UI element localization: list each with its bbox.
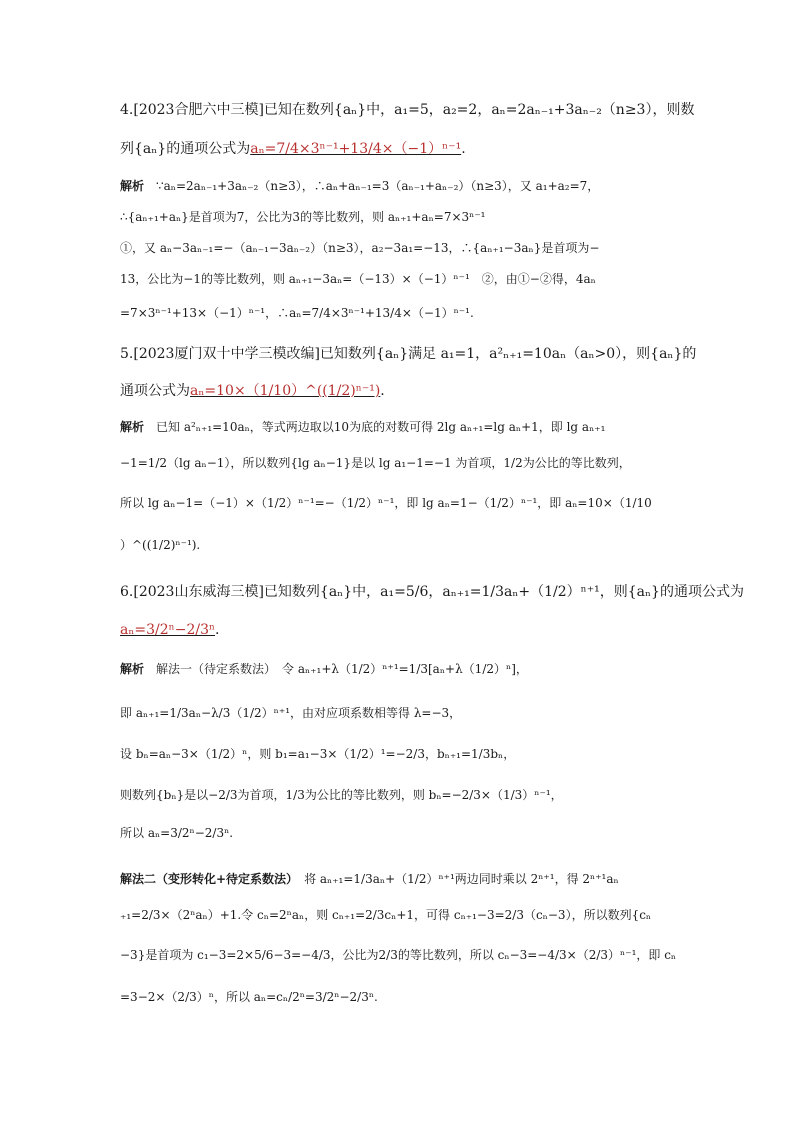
problem-4-solution-text-1: ∵aₙ=2aₙ₋₁+3aₙ₋₂（n≥3），∴aₙ+aₙ₋₁=3（aₙ₋₁+aₙ₋₂）（n≥3），又 a₁+a₂=7， [156,179,600,193]
problem-4-stem-line-2-prefix: 列{aₙ}的通项公式为 [120,141,251,157]
problem-6-method-2-line-2: ₊₁=2/3×（2ⁿaₙ）+1.令 cₙ=2ⁿaₙ，则 cₙ₊₁=2/3cₙ+1，可得 cₙ₊₁−3=2/3（cₙ−3），所以数列{cₙ [120,908,652,922]
problem-4-solution-line-5: =7×3ⁿ⁻¹+13×（−1）ⁿ⁻¹，∴aₙ=7/4×3ⁿ⁻¹+13/4×（−1）ⁿ⁻¹. [120,306,474,320]
problem-5-solution-line-2: −1=1/2（lg aₙ−1），所以数列{lg aₙ−1}是以 lg a₁−1=−1 为首项，1/2为公比的等比数列， [120,456,631,470]
problem-4-stem-end: . [461,141,466,157]
problem-5-answer: aₙ=10×（1/10）^((1/2)ⁿ⁻¹) [190,383,381,399]
problem-6-method-1-line-4: 则数列{bₙ}是以−2/3为首项，1/3为公比的等比数列，则 bₙ=−2/3×（1/3）ⁿ⁻¹， [120,788,563,802]
problem-6-stem-end: . [215,622,220,638]
problem-4-solution-label: 解析 [120,179,157,193]
problem-6-stem-line-2 [120,622,220,639]
problem-5-solution-label: 解析 [120,420,157,434]
problem-4-solution-line-1 [120,179,599,193]
problem-4-solution-line-2: ∴{aₙ₊₁+aₙ}是首项为7，公比为3的等比数列，则 aₙ₊₁+aₙ=7×3ⁿ⁻¹ [120,210,486,224]
problem-6-method-1-line-5: 所以 aₙ=3/2ⁿ−2/3ⁿ. [120,826,234,840]
problem-6-answer: aₙ=3/2ⁿ−2/3ⁿ [120,622,216,638]
problem-4-stem-line-1: 4.[2023合肥六中三模]已知在数列{aₙ}中，a₁=5，a₂=2，aₙ=2aₙ₋₁+3aₙ₋₂（n≥3），则数 [120,102,695,118]
problem-4-stem-line-2 [120,141,466,158]
problem-6-method-1-line-2: 即 aₙ₊₁=1/3aₙ−λ/3（1/2）ⁿ⁺¹，由对应项系数相等得 λ=−3， [120,706,462,720]
problem-5-stem-end: . [380,383,385,399]
problem-5-solution-line-4: ）^((1/2)ⁿ⁻¹). [120,538,201,552]
problem-6-method-1-line-1 [120,662,528,676]
problem-6-method-1-text-1: 解法一（待定系数法） 令 aₙ₊₁+λ（1/2）ⁿ⁺¹=1/3[aₙ+λ（1/2）ⁿ]， [156,662,528,676]
problem-5-solution-text-1: 已知 a²ₙ₊₁=10aₙ，等式两边取以10为底的对数可得 2lg aₙ₊₁=lg aₙ+1，即 lg aₙ₊₁ [156,420,606,434]
problem-6-method-2-text-1: 将 aₙ₊₁=1/3aₙ+（1/2）ⁿ⁺¹两边同时乘以 2ⁿ⁺¹，得 2ⁿ⁺¹aₙ [304,872,619,886]
problem-5-stem-line-2 [120,383,385,400]
problem-6-method-2-line-4: =3−2×（2/3）ⁿ，所以 aₙ=cₙ/2ⁿ=3/2ⁿ−2/3ⁿ. [120,990,378,1004]
problem-4-solution-line-4: 13，公比为−1的等比数列，则 aₙ₊₁−3aₙ=（−13）×（−1）ⁿ⁻¹ ②，由①−②得，4aₙ [120,272,596,286]
problem-5-stem-line-1: 5.[2023厦门双十中学三模改编]已知数列{aₙ}满足 a₁=1，a²ₙ₊₁=10aₙ（aₙ>0），则{aₙ}的 [120,346,697,362]
problem-6-solution-label: 解析 [120,662,157,676]
problem-6-method-2-line-3: −3}是首项为 c₁−3=2×5/6−3=−4/3，公比为2/3的等比数列，所以 cₙ−3=−4/3×（2/3）ⁿ⁻¹，即 cₙ [120,948,677,962]
problem-4-solution-line-3: ①，又 aₙ−3aₙ₋₁=−（aₙ₋₁−3aₙ₋₂）（n≥3），a₂−3a₁=−13，∴{aₙ₊₁−3aₙ}是首项为− [120,241,600,255]
problem-6-stem-line-1: 6.[2023山东威海三模]已知数列{aₙ}中，a₁=5/6，aₙ₊₁=1/3aₙ+（1/2）ⁿ⁺¹，则{aₙ}的通项公式为 [120,584,744,600]
problem-6-method-2-label: 解法二（变形转化+待定系数法） [120,872,305,886]
problem-6-method-1-line-3: 设 bₙ=aₙ−3×（1/2）ⁿ，则 b₁=a₁−3×（1/2）¹=−2/3，bₙ₊₁=1/3bₙ， [120,747,516,761]
problem-4-answer: aₙ=7/4×3ⁿ⁻¹+13/4×（−1）ⁿ⁻¹ [250,141,462,157]
problem-6-method-2-line-1 [120,872,619,886]
problem-5-solution-line-1 [120,420,605,434]
problem-5-solution-line-3: 所以 lg aₙ−1=（−1）×（1/2）ⁿ⁻¹=−（1/2）ⁿ⁻¹，即 lg aₙ=1−（1/2）ⁿ⁻¹，即 aₙ=10×（1/10 [120,496,652,510]
problem-5-stem-line-2-prefix: 通项公式为 [120,383,190,399]
